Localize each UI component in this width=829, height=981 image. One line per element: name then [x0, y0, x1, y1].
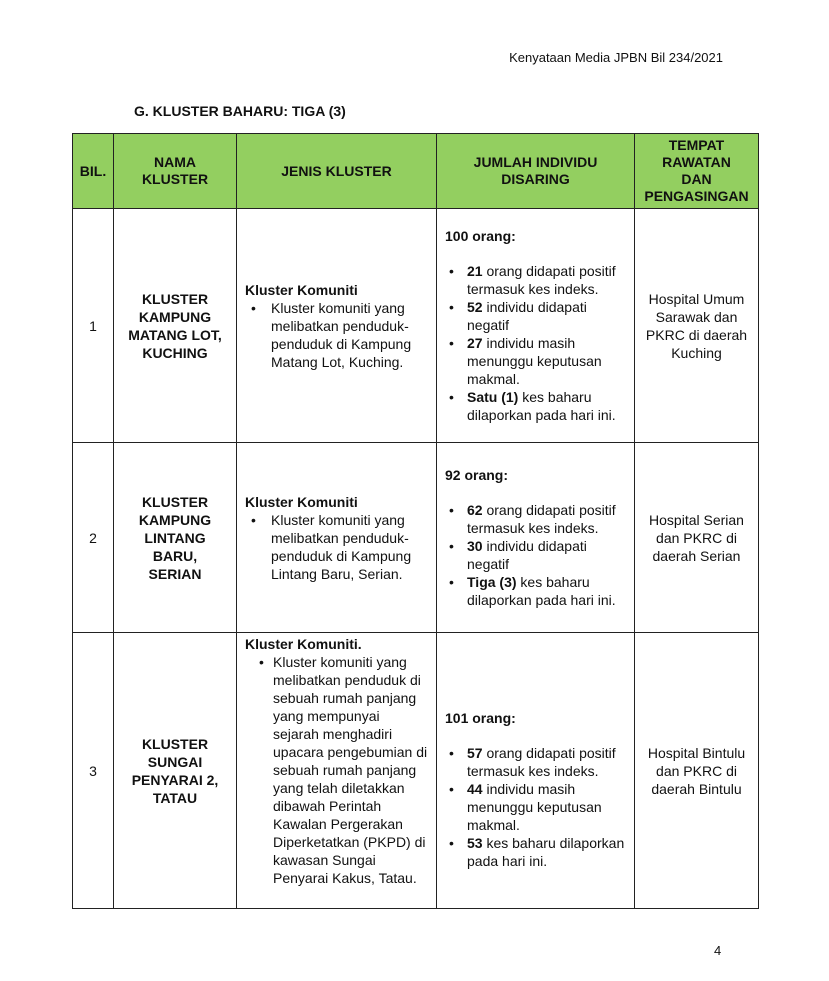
list-item: • Tiga (3) kes baharu dilaporkan pada hari ini. [467, 573, 626, 609]
treatment-place: Hospital Bintulu dan PKRC di daerah Bintulu [635, 633, 759, 909]
header-jumlah-individu: JUMLAH INDIVIDU DISARING [437, 134, 635, 209]
row-bil: 1 [73, 209, 114, 443]
screened-count [437, 209, 635, 443]
treatment-place: Hospital Serian dan PKRC di daerah Serian [635, 443, 759, 633]
table-row [73, 633, 759, 909]
cluster-type-title: Kluster Komuniti [245, 493, 358, 510]
screened-total: 100 orang: [445, 228, 516, 244]
cluster-name: KLUSTER KAMPUNG MATANG LOT, KUCHING [114, 209, 237, 443]
section-title: G. KLUSTER BAHARU: TIGA (3) [134, 103, 346, 119]
header-jenis-kluster: JENIS KLUSTER [237, 134, 437, 209]
row-bil: 3 [73, 633, 114, 909]
screened-total: 92 orang: [445, 467, 509, 483]
cluster-type [237, 209, 437, 443]
page-number: 4 [714, 943, 722, 958]
document-reference: Kenyataan Media JPBN Bil 234/2021 [509, 50, 723, 65]
table-row [73, 443, 759, 633]
screened-total: 101 orang: [445, 710, 516, 726]
list-item: • Kluster komuniti yang melibatkan penduduk-penduduk di Kampung Matang Lot, Kuching. [271, 299, 428, 371]
screened-count [437, 443, 635, 633]
header-tempat-rawatan: TEMPAT RAWATAN DAN PENGASINGAN [635, 134, 759, 209]
list-item: • 27 individu masih menunggu keputusan makmal. [467, 334, 626, 388]
header-bil: BIL. [73, 134, 114, 209]
list-item: • Kluster komuniti yang melibatkan penduduk-penduduk di Kampung Lintang Baru, Serian. [271, 511, 428, 583]
cluster-type [237, 443, 437, 633]
list-item: • 62 orang didapati positif termasuk kes indeks. [467, 501, 626, 537]
table-row [73, 209, 759, 443]
table-header-row [73, 134, 759, 209]
treatment-place: Hospital Umum Sarawak dan PKRC di daerah Kuching [635, 209, 759, 443]
cluster-type-title: Kluster Komuniti [245, 281, 358, 298]
list-item: • 30 individu didapati negatif [467, 537, 626, 573]
list-item: • 57 orang didapati positif termasuk kes indeks. [467, 744, 626, 780]
screened-count [437, 633, 635, 909]
cluster-name: KLUSTER SUNGAI PENYARAI 2, TATAU [114, 633, 237, 909]
header-nama-kluster: NAMA KLUSTER [114, 134, 237, 209]
row-bil: 2 [73, 443, 114, 633]
cluster-type-title: Kluster Komuniti. [245, 636, 362, 652]
cluster-type [237, 633, 437, 909]
list-item: • Satu (1) kes baharu dilaporkan pada hari ini. [467, 388, 626, 424]
list-item: • 44 individu masih menunggu keputusan makmal. [467, 780, 626, 834]
cluster-name: KLUSTER KAMPUNG LINTANG BARU, SERIAN [114, 443, 237, 633]
list-item: • 53 kes baharu dilaporkan pada hari ini. [467, 834, 626, 870]
list-item: • Kluster komuniti yang melibatkan penduduk di sebuah rumah panjang yang mempunyai sejarah menghadiri upacara pengebumian di sebuah rumah panjang yang telah diletakkan dibawah Perintah Kawalan Pergerakan Diperketatkan (PKPD) di kawasan Sungai Penyarai Kakus, Tatau. [273, 653, 428, 887]
list-item: • 21 orang didapati positif termasuk kes indeks. [467, 262, 626, 298]
cluster-table [72, 133, 759, 909]
list-item: • 52 individu didapati negatif [467, 298, 626, 334]
